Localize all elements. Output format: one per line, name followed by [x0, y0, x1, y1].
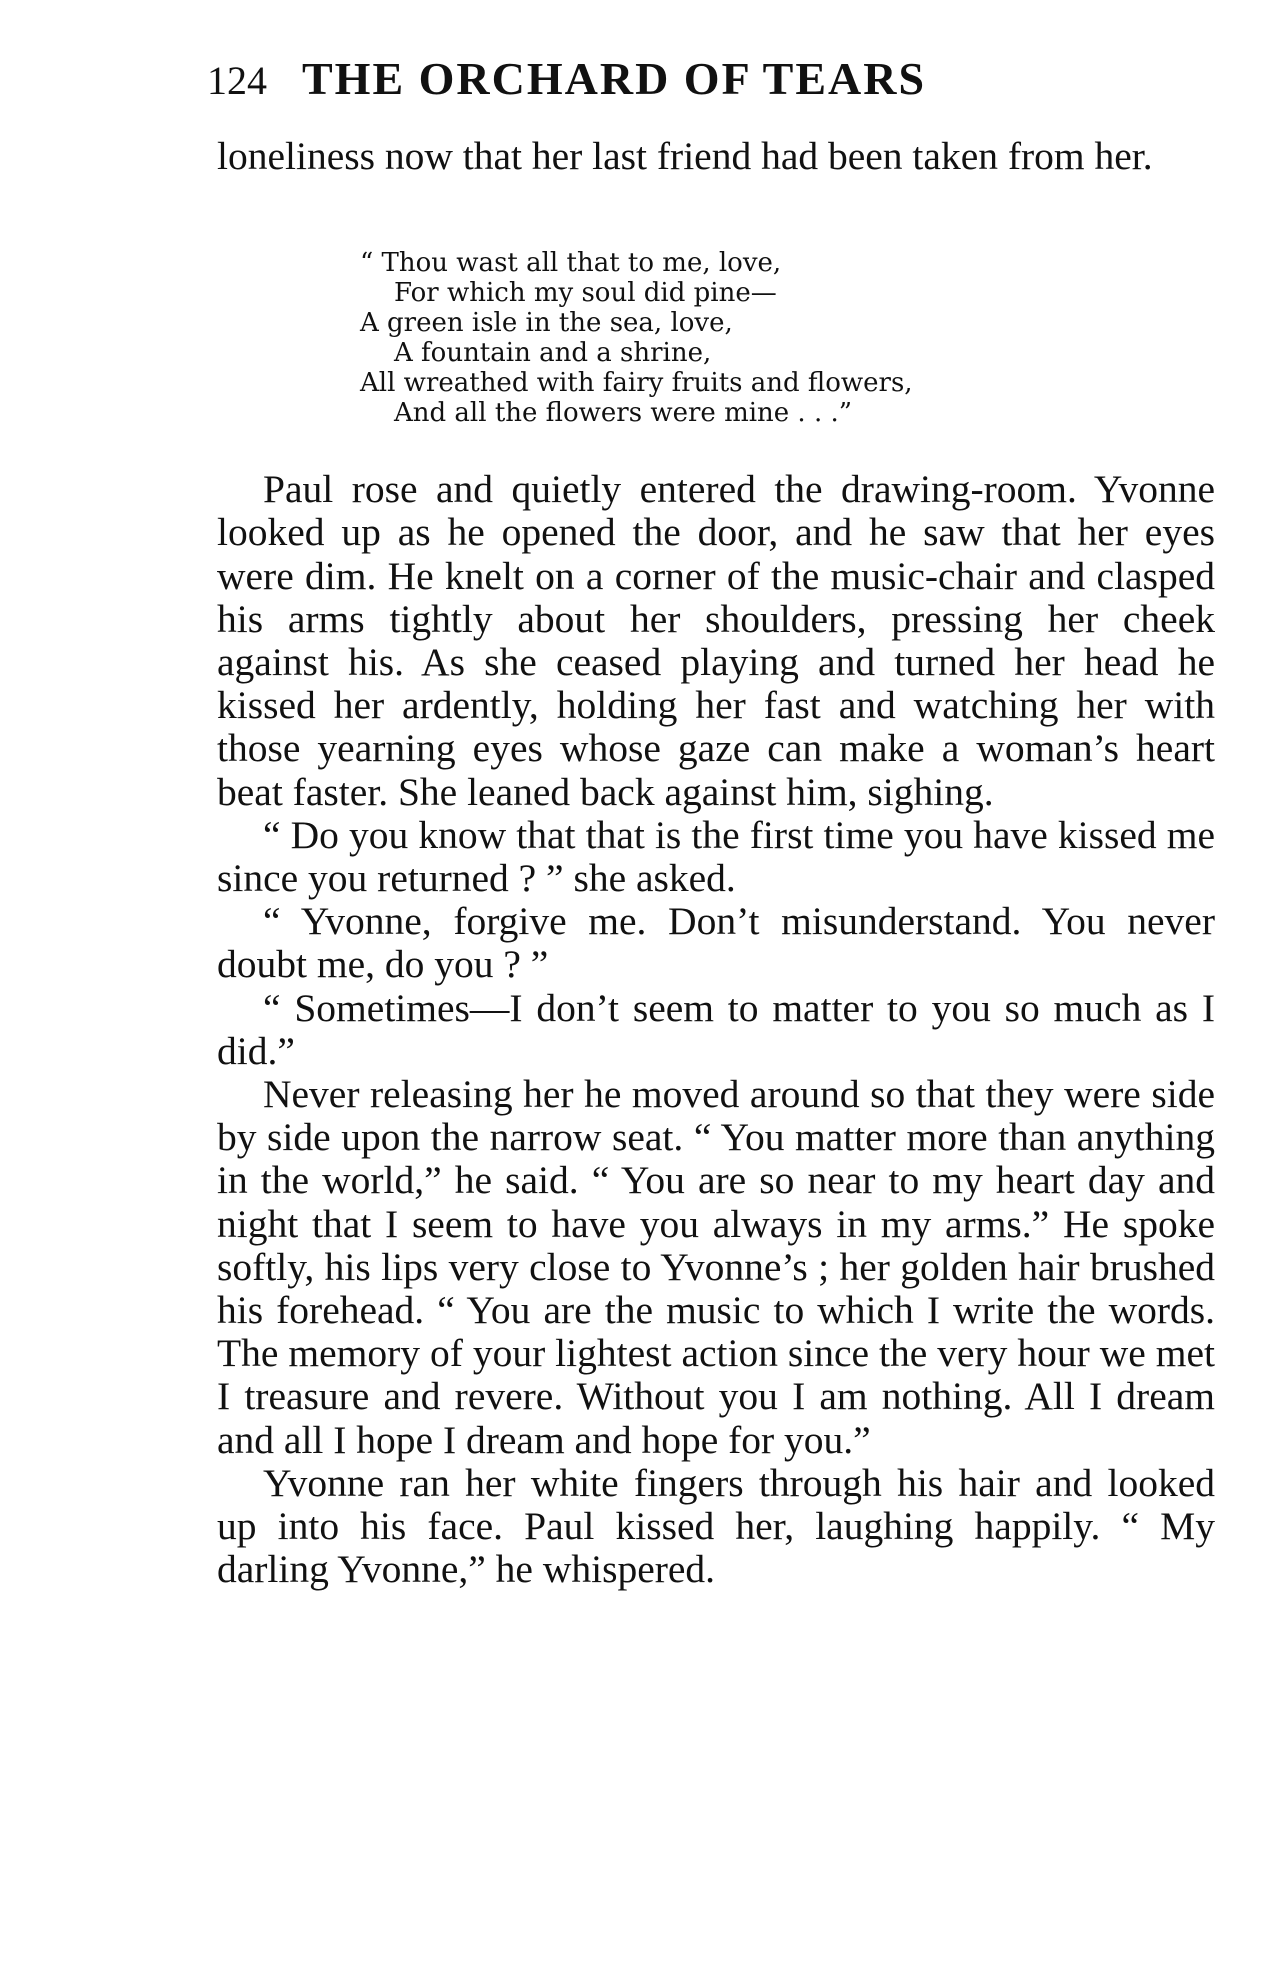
verse-line: And all the flowers were mine . . .”: [394, 398, 853, 429]
paragraph: Yvonne ran her white fingers through his hair and looked up into his face. Paul kissed her, laughing happily. “ My darling Yvonne,” he whispered.: [217, 1460, 1215, 1592]
paragraph: “ Yvonne, forgive me. Don’t misunderstand. You never doubt me, do you ? ”: [217, 899, 1215, 987]
paragraph: “ Do you know that that is the first time you have kissed me since you returned ? ” she asked.: [217, 812, 1215, 901]
verse-line: All wreathed with fairy fruits and flowers,: [360, 368, 913, 399]
running-header: [207, 52, 926, 105]
opening-text: loneliness now that her last friend had been taken from her.: [217, 134, 1153, 178]
paragraph: Never releasing her he moved around so that they were side by side upon the narrow seat. “ You matter more than anything in the world,” he said. “ You are so near to my heart day and night that I seem to have you always in my arms.” He spoke softly, his lips very close to Yvonne’s ; her golden hair brushed his forehead. “ You are the music to which I write the words. The memory of your lightest action since the very hour we met I treasure and revere. Without you I am nothing. All I dream and all I hope I dream and hope for you.”: [217, 1072, 1215, 1462]
verse-quotation: [217, 248, 1215, 428]
page-number: 124: [207, 58, 267, 103]
verse-line: For which my soul did pine—: [394, 278, 777, 309]
verse-line: “ Thou wast all that to me, love,: [360, 248, 782, 279]
paragraph: “ Sometimes—I don’t seem to matter to you so much as I did.”: [217, 985, 1215, 1073]
verse-line: A fountain and a shrine,: [394, 338, 712, 369]
running-title: THE ORCHARD OF TEARS: [302, 53, 927, 104]
paragraph: Paul rose and quietly entered the drawing-room. Yvonne looked up as he opened the door, and he saw that her eyes were dim. He knelt on a corner of the music-chair and clasped his arms tightly about her shoulders, pressing her cheek against his. As she ceased playing and turned her head he kissed her ardently, holding her fast and watching her with those yearning eyes whose gaze can make a woman’s heart beat faster. She leaned back against him, sighing.: [217, 467, 1215, 814]
verse-line: A green isle in the sea, love,: [360, 308, 733, 339]
page-body: [217, 135, 1215, 1591]
